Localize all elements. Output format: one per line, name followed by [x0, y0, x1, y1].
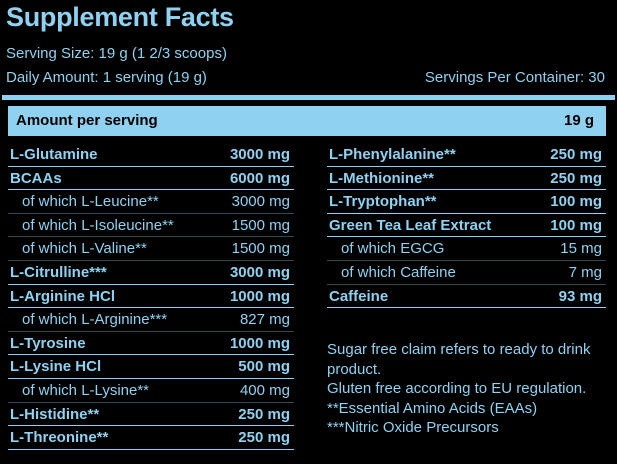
footnote-line: Gluten free according to EU regulation.	[327, 380, 587, 397]
nutrient-row	[8, 261, 294, 285]
nutrient-column-right	[327, 143, 606, 308]
nutrient-amount: 250 mg	[550, 146, 602, 163]
nutrient-row	[8, 167, 294, 191]
nutrient-amount: 15 mg	[560, 240, 602, 258]
nutrient-amount: 827 mg	[239, 311, 290, 329]
nutrient-amount: 1000 mg	[229, 287, 290, 305]
top-divider	[2, 95, 615, 100]
nutrient-amount: 250 mg	[238, 405, 290, 423]
nutrient-name: L-Lysine HCl	[10, 358, 102, 376]
nutrient-name: L-Phenylalanine**	[329, 146, 456, 163]
nutrient-name: L-Citrulline***	[10, 263, 107, 281]
footnote-line: product.	[327, 360, 382, 378]
footnote-line: ***Nitric Oxide Precursors	[327, 419, 499, 436]
nutrient-row	[8, 308, 294, 332]
nutrient-row	[8, 143, 294, 167]
nutrient-amount: 3000 mg	[231, 193, 290, 211]
nutrient-name: L-Tryptophan**	[329, 193, 437, 211]
nutrient-name: of which EGCG	[341, 240, 445, 258]
nutrient-name: of which L-Valine**	[22, 240, 147, 258]
footnotes	[327, 340, 612, 438]
nutrient-amount: 1000 mg	[229, 334, 290, 352]
nutrient-amount: 1500 mg	[231, 216, 290, 234]
nutrient-row	[327, 143, 606, 167]
nutrient-amount: 3000 mg	[229, 146, 290, 163]
nutrient-row	[327, 167, 606, 191]
footnote-line: Sugar free claim refers to ready to drink	[327, 341, 591, 358]
nutrient-name: of which Caffeine	[341, 263, 456, 281]
nutrient-name: L-Tyrosine	[10, 334, 86, 352]
nutrient-amount: 250 mg	[238, 429, 290, 447]
nutrient-amount: 250 mg	[550, 169, 602, 187]
daily-amount: Daily Amount: 1 serving (19 g)	[6, 69, 207, 86]
nutrient-amount: 100 mg	[550, 216, 602, 234]
nutrient-name: L-Threonine**	[10, 429, 109, 447]
nutrient-amount: 1500 mg	[231, 240, 290, 258]
nutrient-amount: 7 mg	[568, 263, 602, 281]
nutrient-name: of which L-Isoleucine**	[22, 216, 174, 234]
nutrient-name: Caffeine	[329, 287, 389, 305]
nutrient-amount: 93 mg	[558, 287, 602, 305]
nutrient-name: L-Methionine**	[329, 169, 434, 187]
nutrient-row	[327, 237, 606, 261]
nutrient-amount: 500 mg	[238, 358, 290, 376]
nutrient-row	[8, 285, 294, 309]
nutrient-row	[8, 379, 294, 403]
nutrient-row	[8, 214, 294, 238]
amount-per-serving-header	[8, 106, 606, 136]
nutrient-row	[327, 190, 606, 214]
nutrient-name: of which L-Leucine**	[22, 193, 159, 211]
page-title: Supplement Facts	[6, 2, 234, 32]
nutrient-amount: 6000 mg	[229, 169, 290, 187]
amount-per-serving-value: 19 g	[563, 112, 594, 129]
nutrient-name: Green Tea Leaf Extract	[329, 216, 492, 234]
nutrient-name: L-Arginine HCl	[10, 287, 115, 305]
nutrient-row	[8, 426, 294, 450]
nutrient-row	[8, 403, 294, 427]
footnote-line: **Essential Amino Acids (EAAs)	[327, 399, 538, 417]
nutrient-row	[327, 261, 606, 285]
nutrient-name: BCAAs	[10, 169, 62, 187]
nutrient-column-left	[8, 143, 294, 450]
nutrient-row	[8, 190, 294, 214]
nutrient-name: L-Glutamine	[10, 146, 98, 163]
nutrient-amount: 100 mg	[550, 193, 602, 211]
nutrient-row	[327, 285, 606, 309]
nutrient-name: of which L-Lysine**	[22, 381, 150, 399]
amount-per-serving-label: Amount per serving	[16, 112, 158, 129]
nutrient-name: L-Histidine**	[10, 405, 100, 423]
servings-per-container: Servings Per Container: 30	[424, 69, 605, 86]
nutrient-row	[8, 355, 294, 379]
serving-size: Serving Size: 19 g (1 2/3 scoops)	[6, 45, 227, 62]
nutrient-row	[8, 237, 294, 261]
nutrient-amount: 3000 mg	[229, 263, 290, 281]
nutrient-amount: 400 mg	[239, 381, 290, 399]
nutrient-row	[327, 214, 606, 238]
nutrient-row	[8, 332, 294, 356]
nutrient-name: of which L-Arginine***	[22, 311, 168, 329]
